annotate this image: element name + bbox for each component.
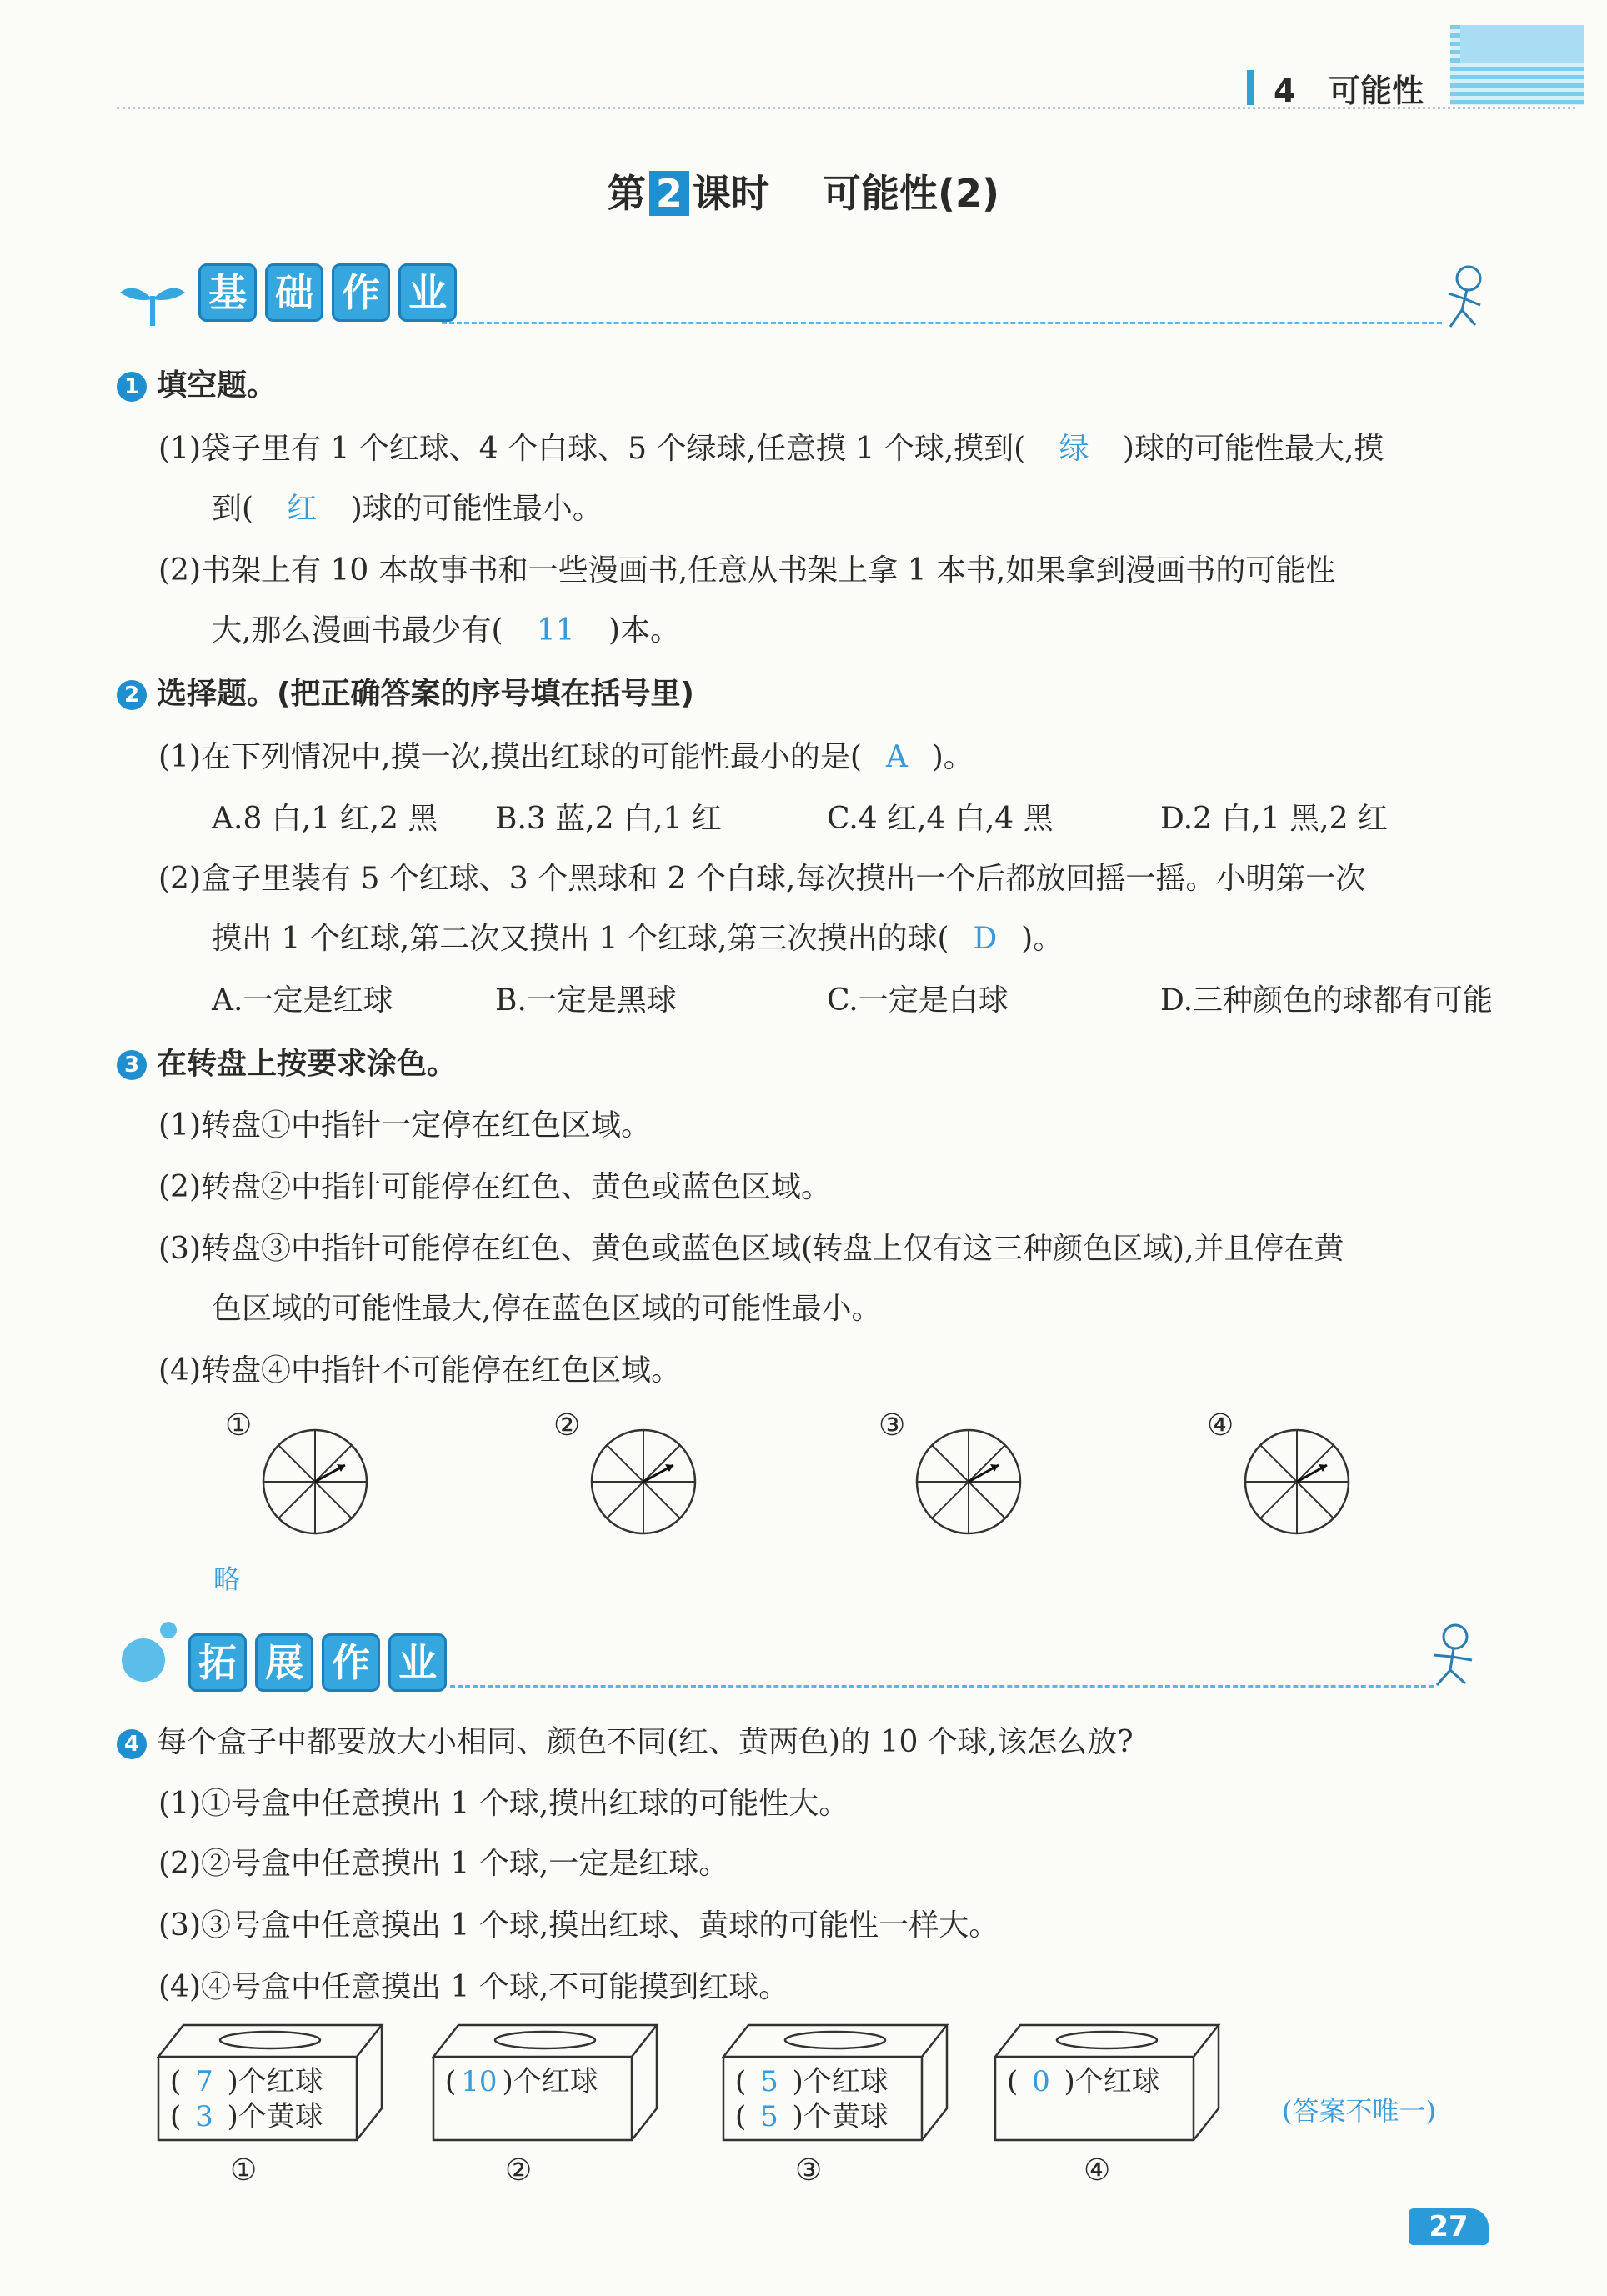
section-basic-char: 础 — [265, 263, 323, 322]
q3-line: (1)转盘①中指针一定停在红色区域。 — [158, 1108, 651, 1143]
section-basic-divider — [442, 322, 1442, 324]
spinner-wheel-1[interactable] — [258, 1425, 372, 1538]
q1-p1-text-a: (1)袋子里有 1 个红球、4 个白球、5 个绿球,任意摸 1 个球,摸到( — [158, 432, 1026, 466]
box-yellow-label: )个黄球 — [227, 2100, 323, 2133]
running-figure-icon — [1430, 263, 1497, 333]
q2-number-badge: 2 — [117, 680, 147, 710]
q2-p2-option-c: C.一定是白球 — [827, 983, 1009, 1018]
spinner-label: ① — [225, 1408, 253, 1443]
lesson-number-badge: 2 — [649, 171, 689, 216]
q1-p1-answer2: 红 — [287, 492, 318, 526]
q4-line: (2)②号盒中任意摸出 1 个球,一定是红球。 — [158, 1847, 729, 1881]
q1-title-text: 填空题。 — [157, 368, 278, 403]
q4-number-badge: 4 — [117, 1729, 147, 1759]
q4-line: (1)①号盒中任意摸出 1 个球,摸出红球的可能性大。 — [158, 1787, 849, 1821]
q4-title-text: 每个盒子中都要放大小相同、颜色不同(红、黄两色)的 10 个球,该怎么放? — [157, 1725, 1134, 1759]
q2-p2-text-b: 摸出 1 个红球,第二次又摸出 1 个红球,第三次摸出的球( — [212, 922, 949, 956]
header-decoration-block — [1460, 25, 1584, 63]
q2-title — [117, 670, 694, 713]
header-accent-bar — [1247, 70, 1254, 105]
box-number-label: ④ — [1084, 2153, 1111, 2188]
spinner-wheel-2[interactable] — [587, 1425, 700, 1538]
q2-part1-line — [158, 733, 974, 776]
box-red-label: )个红球 — [502, 2065, 598, 2098]
box-number-label: ③ — [795, 2153, 823, 2188]
q1-p1-answer1: 绿 — [1059, 432, 1089, 466]
chapter-name: 可能性 — [1329, 73, 1424, 109]
q2-p1-text-b: )。 — [931, 740, 974, 774]
q1-part1-line2 — [212, 485, 603, 528]
spinner-sectors — [1245, 1430, 1349, 1533]
q1-p1-text-b: )球的可能性最大,摸 — [1122, 432, 1384, 466]
q2-p1-option-b: B.3 蓝,2 白,1 红 — [495, 802, 722, 836]
chapter-number: 4 — [1274, 73, 1296, 109]
q3-line: (2)转盘②中指针可能停在红色、黄色或蓝色区域。 — [158, 1170, 831, 1204]
box2-red-count: ( 10 )个红球 — [445, 2065, 598, 2098]
spinner-label: ④ — [1207, 1408, 1234, 1443]
section-basic-char: 业 — [398, 263, 457, 322]
q1-part2-line1: (2)书架上有 10 本故事书和一些漫画书,任意从书架上拿 1 本书,如果拿到漫画书的可能性 — [158, 553, 1336, 588]
q2-p1-answer: A — [885, 740, 908, 774]
box1-red-answer: 7 — [195, 2065, 213, 2098]
lesson-title — [0, 163, 1607, 218]
title-name: 可能性(2) — [823, 171, 1000, 216]
page-number: 27 — [1409, 2208, 1489, 2245]
q3-title — [117, 1040, 457, 1083]
q3-title-text: 在转盘上按要求涂色。 — [157, 1047, 458, 1081]
title-prefix: 第 — [607, 171, 646, 216]
spinner-label: ③ — [879, 1408, 906, 1443]
box-number-label: ① — [230, 2153, 258, 2188]
box-number-label: ② — [505, 2153, 533, 2188]
spinner-sectors — [263, 1430, 367, 1533]
q4-title — [117, 1718, 1134, 1761]
box2-red-answer: 10 — [461, 2065, 498, 2098]
box3-red-count: ( 5 )个红球 — [735, 2065, 889, 2098]
bubbles-icon — [117, 1618, 183, 1685]
box-red-label: )个红球 — [792, 2065, 889, 2098]
section-extend-divider — [450, 1685, 1434, 1688]
box3-yellow-answer: 5 — [760, 2100, 778, 2133]
q3-answer: 略 — [213, 1563, 241, 1595]
q3-line: (4)转盘④中指针不可能停在红色区域。 — [158, 1353, 681, 1388]
spinner-sectors — [917, 1430, 1020, 1533]
q2-part2-line2 — [212, 915, 1063, 958]
section-extend-char: 作 — [322, 1633, 380, 1692]
box-red-label: )个红球 — [1064, 2065, 1160, 2098]
box1-yellow-count: ( 3 )个黄球 — [170, 2100, 323, 2133]
q3-number-badge: 3 — [117, 1050, 147, 1080]
q2-p2-option-a: A.一定是红球 — [212, 983, 393, 1018]
q1-p1-text-c: 到( — [212, 492, 254, 526]
q1-p1-text-d: )球的可能性最小。 — [350, 492, 603, 526]
q1-title — [117, 362, 277, 404]
section-basic-char: 作 — [332, 263, 390, 322]
box1-red-count: ( 7 )个红球 — [170, 2065, 323, 2098]
q2-part2-line1: (2)盒子里装有 5 个红球、3 个黑球和 2 个白球,每次摸出一个后都放回摇一摇。小明第一次 — [158, 862, 1366, 896]
box4-red-answer: 0 — [1032, 2065, 1050, 2098]
section-extend-char: 拓 — [188, 1633, 247, 1692]
section-extend-char: 展 — [255, 1633, 313, 1692]
section-basic-heading — [117, 263, 465, 330]
q2-p2-option-b: B.一定是黑球 — [495, 983, 677, 1018]
section-basic-char: 基 — [198, 263, 257, 322]
q1-p2-text-b: 大,那么漫画书最少有( — [212, 613, 503, 648]
box4-red-count: ( 0 )个红球 — [1007, 2065, 1160, 2098]
q4-line: (4)④号盒中任意摸出 1 个球,不可能摸到红球。 — [158, 1970, 789, 2004]
spinner-label: ② — [553, 1408, 581, 1443]
q1-number-badge: 1 — [117, 372, 147, 402]
q2-p2-option-d: D.三种颜色的球都有可能 — [1160, 983, 1494, 1018]
box-yellow-label: )个黄球 — [792, 2100, 889, 2133]
title-suffix: 课时 — [692, 171, 769, 216]
q2-p1-option-d: D.2 白,1 黑,2 红 — [1160, 802, 1388, 836]
box-red-label: )个红球 — [227, 2065, 323, 2098]
q1-part2-line2 — [212, 607, 680, 649]
box1-yellow-answer: 3 — [195, 2100, 213, 2133]
running-figure-icon — [1417, 1622, 1489, 1692]
chapter-header — [1274, 65, 1424, 111]
q4-note: (答案不唯一) — [1282, 2095, 1436, 2127]
header-divider — [117, 107, 1575, 109]
q2-p1-option-c: C.4 红,4 白,4 黑 — [827, 802, 1054, 836]
q4-line: (3)③号盒中任意摸出 1 个球,摸出红球、黄球的可能性一样大。 — [158, 1908, 999, 1943]
q2-p1-text-a: (1)在下列情况中,摸一次,摸出红球的可能性最小的是( — [158, 740, 862, 774]
q2-p2-answer: D — [973, 922, 998, 956]
box3-red-answer: 5 — [760, 2065, 778, 2098]
q3-line: 色区域的可能性最大,停在蓝色区域的可能性最小。 — [212, 1292, 882, 1326]
q2-title-text: 选择题。(把正确答案的序号填在括号里) — [157, 677, 694, 711]
q3-line: (3)转盘③中指针可能停在红色、黄色或蓝色区域(转盘上仅有这三种颜色区域),并且停在黄 — [158, 1232, 1344, 1266]
q1-p2-answer: 11 — [536, 613, 575, 648]
q2-p2-text-c: )。 — [1021, 922, 1064, 956]
q1-p2-text-c: )本。 — [608, 613, 681, 648]
spinner-sectors — [592, 1430, 695, 1533]
section-extend-heading — [188, 1633, 455, 1700]
spinner-wheel-3[interactable] — [912, 1425, 1025, 1538]
q2-p1-option-a: A.8 白,1 红,2 黑 — [212, 802, 438, 836]
spinner-wheel-4[interactable] — [1240, 1425, 1354, 1538]
section-extend-char: 业 — [388, 1633, 447, 1692]
sprout-icon — [117, 278, 188, 328]
box3-yellow-count: ( 5 )个黄球 — [735, 2100, 889, 2133]
q1-part1-line1 — [158, 425, 1384, 468]
